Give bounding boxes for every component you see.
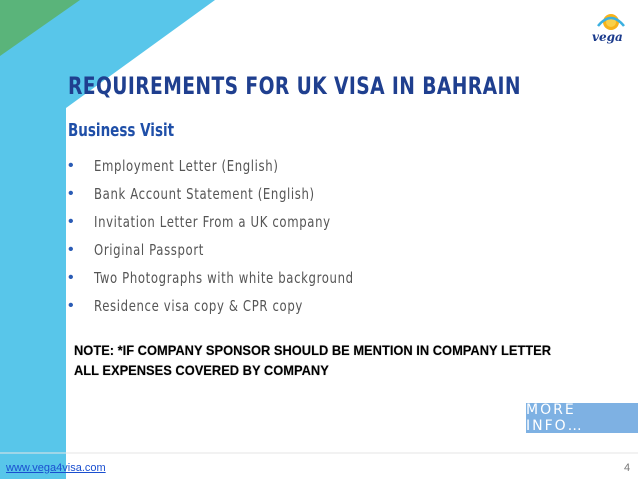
list-item bbox=[68, 152, 427, 180]
list-item bbox=[68, 180, 427, 208]
requirement-text: Bank Account Statement (English) bbox=[94, 185, 315, 203]
bullet-icon: • bbox=[68, 213, 74, 230]
list-item bbox=[68, 208, 427, 236]
requirement-text: Invitation Letter From a UK company bbox=[94, 213, 331, 231]
list-item bbox=[68, 264, 427, 292]
bullet-icon: • bbox=[68, 269, 74, 286]
requirements-list bbox=[68, 152, 427, 320]
requirement-text: Employment Letter (English) bbox=[94, 157, 279, 175]
list-item bbox=[68, 236, 427, 264]
company-sponsor-note bbox=[74, 340, 551, 380]
slide-subtitle: Business Visit bbox=[68, 120, 175, 141]
slide-title: REQUIREMENTS FOR UK VISA IN BAHRAIN bbox=[68, 72, 521, 100]
requirement-text: Two Photographs with white background bbox=[94, 269, 354, 287]
bullet-icon: • bbox=[68, 185, 74, 202]
footer-website-link[interactable]: www.vega4visa.com bbox=[6, 462, 106, 474]
requirement-text: Original Passport bbox=[94, 241, 204, 259]
bullet-icon: • bbox=[68, 241, 74, 258]
logo-text: vega bbox=[592, 30, 623, 44]
requirement-text: Residence visa copy & CPR copy bbox=[94, 297, 303, 315]
note-line-2: ALL EXPENSES COVERED BY COMPANY bbox=[74, 362, 329, 378]
more-info-button[interactable]: MORE INFO… bbox=[526, 403, 638, 433]
note-line-1: NOTE: *IF COMPANY SPONSOR SHOULD BE MENTION IN COMPANY LETTER bbox=[74, 342, 552, 358]
page-number: 4 bbox=[624, 462, 631, 474]
bullet-icon: • bbox=[68, 157, 74, 174]
bullet-icon: • bbox=[68, 297, 74, 314]
list-item bbox=[68, 292, 427, 320]
